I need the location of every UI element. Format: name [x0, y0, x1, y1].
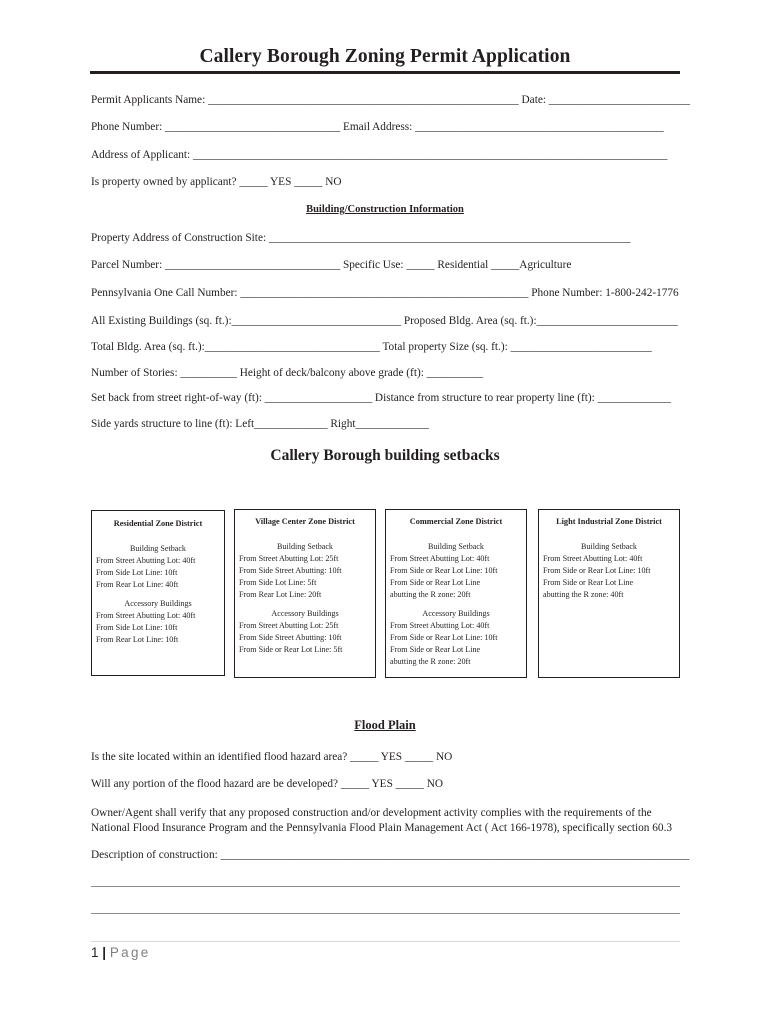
owner-verify-text-1: Owner/Agent shall verify that any proposed construction and/or development activity complies with the requirements of the: [91, 807, 652, 819]
one-call-field[interactable]: Pennsylvania One Call Number: ___________________________________________________ Phone Number: 1-800-242-1776: [91, 287, 679, 299]
zone-line: From Rear Lot Line: 10ft: [96, 635, 179, 644]
zone-box-residential: [91, 510, 225, 676]
owner-verify-text-2: National Flood Insurance Program and the Pennsylvania Flood Plain Management Act ( Act 166-1978), specifically section 60.3: [91, 822, 673, 834]
zone-line: From Side or Rear Lot Line: [390, 645, 481, 654]
footer-separator: |: [102, 945, 107, 960]
zone-line: abutting the R zone: 40ft: [543, 590, 624, 599]
building-setback-heading: Building Setback: [277, 542, 333, 551]
zone-line: From Rear Lot Line: 20ft: [239, 590, 322, 599]
page-number: 1: [91, 945, 99, 960]
building-setback-heading: Building Setback: [581, 542, 637, 551]
setback-distance-field[interactable]: Set back from street right-of-way (ft): ___________________ Distance from structure to rear property line (ft): _____________: [91, 392, 672, 404]
title-rule: [90, 71, 680, 74]
setbacks-title: Callery Borough building setbacks: [270, 447, 500, 464]
zone-line: From Street Abutting Lot: 40ft: [96, 611, 196, 620]
flood-plain-title: Flood Plain: [354, 718, 416, 732]
zone-line: From Side or Rear Lot Line: [543, 578, 634, 587]
property-owned-field[interactable]: Is property owned by applicant? _____ YES _____ NO: [91, 176, 342, 188]
property-address-field[interactable]: Property Address of Construction Site: ________________________________________________________________: [91, 232, 631, 244]
zone-line: From Side or Rear Lot Line: 10ft: [390, 633, 498, 642]
zone-line: From Street Abutting Lot: 40ft: [390, 621, 490, 630]
flood-hazard-area-field[interactable]: Is the site located within an identified flood hazard area? _____ YES _____ NO: [91, 751, 453, 763]
zone-line: From Side or Rear Lot Line: 5ft: [239, 645, 343, 654]
zone-line: From Side or Rear Lot Line: 10ft: [390, 566, 498, 575]
page-title: Callery Borough Zoning Permit Application: [199, 46, 571, 67]
building-setback-heading: Building Setback: [130, 544, 186, 553]
zone-line: From Rear Lot Line: 40ft: [96, 580, 179, 589]
zone-line: From Side Lot Line: 5ft: [239, 578, 317, 587]
zone-heading: Residential Zone District: [113, 519, 203, 528]
zone-line: From Side Street Abutting: 10ft: [239, 633, 342, 642]
zone-heading: Village Center Zone District: [255, 517, 355, 526]
flood-hazard-developed-field[interactable]: Will any portion of the flood hazard are be developed? _____ YES _____ NO: [91, 778, 444, 790]
parcel-use-field[interactable]: Parcel Number: _______________________________ Specific Use: _____ Residential _____Agriculture: [91, 259, 572, 271]
stories-height-field[interactable]: Number of Stories: __________ Height of deck/balcony above grade (ft): __________: [91, 367, 484, 379]
zone-heading: Light Industrial Zone District: [556, 517, 662, 526]
zone-line: From Side or Rear Lot Line: [390, 578, 481, 587]
accessory-buildings-heading: Accessory Buildings: [271, 609, 339, 618]
building-setback-heading: Building Setback: [428, 542, 484, 551]
phone-email-field[interactable]: Phone Number: _______________________________ Email Address: ____________________________________________: [91, 121, 664, 133]
footer-rule: [91, 941, 680, 942]
zone-heading: Commercial Zone District: [409, 517, 503, 526]
zone-box-light-industrial: [538, 509, 680, 678]
page-label: Page: [109, 945, 151, 960]
accessory-buildings-heading: Accessory Buildings: [124, 599, 192, 608]
page-footer: [91, 945, 151, 960]
description-blank-line[interactable]: [91, 913, 680, 914]
zone-line: From Street Abutting Lot: 40ft: [543, 554, 643, 563]
applicant-name-date-field[interactable]: Permit Applicants Name: _______________________________________________________ Date: _________________________: [91, 94, 691, 106]
applicant-address-field[interactable]: Address of Applicant: ____________________________________________________________________________________: [91, 149, 668, 161]
zone-box-village-center: [234, 509, 376, 678]
zone-box-commercial: [385, 509, 527, 678]
building-section-title: Building/Construction Information: [306, 204, 464, 215]
existing-proposed-area-field[interactable]: All Existing Buildings (sq. ft.):______________________________ Proposed Bldg. Area (sq. ft.):_________________________: [91, 315, 678, 327]
zone-line: From Side Lot Line: 10ft: [96, 623, 178, 632]
zone-line: From Street Abutting Lot: 25ft: [239, 621, 339, 630]
zone-line: From Side or Rear Lot Line: 10ft: [543, 566, 651, 575]
zone-line: From Side Street Abutting: 10ft: [239, 566, 342, 575]
accessory-buildings-heading: Accessory Buildings: [422, 609, 490, 618]
zone-line: From Street Abutting Lot: 40ft: [390, 554, 490, 563]
zone-line: abutting the R zone: 20ft: [390, 657, 471, 666]
zone-line: From Street Abutting Lot: 25ft: [239, 554, 339, 563]
zone-line: abutting the R zone: 20ft: [390, 590, 471, 599]
zone-line: From Side Lot Line: 10ft: [96, 568, 178, 577]
zone-line: From Street Abutting Lot: 40ft: [96, 556, 196, 565]
side-yards-field[interactable]: Side yards structure to line (ft): Left_____________ Right_____________: [91, 418, 429, 430]
description-blank-line[interactable]: [91, 886, 680, 887]
construction-description-field[interactable]: Description of construction: ___________________________________________________________________________________: [91, 849, 690, 861]
total-area-field[interactable]: Total Bldg. Area (sq. ft.):_______________________________ Total property Size (sq. ft.): _________________________: [91, 341, 652, 353]
